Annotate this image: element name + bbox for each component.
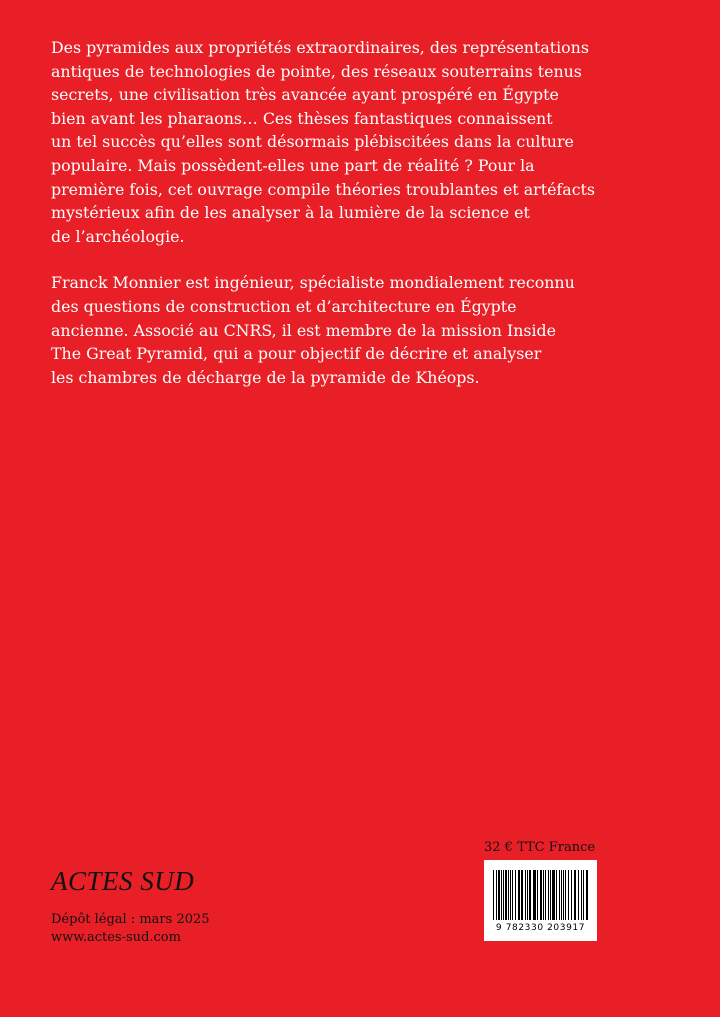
barcode-bar <box>533 870 536 920</box>
barcode-bar <box>540 870 542 920</box>
barcode-bar <box>537 870 538 920</box>
barcode-bar <box>552 870 555 920</box>
barcode-bar <box>505 870 507 920</box>
barcode-bar <box>515 870 516 920</box>
barcode-bar <box>527 870 528 920</box>
barcode-bar <box>550 870 551 920</box>
text-line: secrets, une civilisation très avancée ayant prospéré en Égypte <box>51 85 559 105</box>
isbn-number: 9 782330 203917 <box>495 923 586 933</box>
barcode-bar <box>583 870 584 920</box>
depot-legal: Dépôt légal : mars 2025 <box>51 912 210 927</box>
barcode-bar <box>561 870 562 920</box>
text-line: populaire. Mais possèdent-elles une part de réalité ? Pour la <box>51 155 535 175</box>
barcode-bar <box>521 870 523 920</box>
barcode-bar <box>574 870 576 920</box>
barcode-bar <box>501 870 502 920</box>
barcode-bar <box>510 870 511 920</box>
barcode-bar <box>568 870 569 920</box>
text-line: première fois, cet ouvrage compile théories troublantes et artéfacts <box>51 179 595 199</box>
barcode-bar <box>498 870 500 920</box>
text-line: mystérieux afin de les analyser à la lumière de la science et <box>51 203 530 223</box>
barcode-bar <box>512 870 513 920</box>
blurb-paragraph-author-bio <box>51 271 651 389</box>
barcode-bar <box>571 870 572 920</box>
barcode-bar <box>503 870 504 920</box>
publisher-website: www.actes-sud.com <box>51 930 181 945</box>
text-line: des questions de construction et d’architecture en Égypte <box>51 296 517 316</box>
barcode-bar <box>518 870 520 920</box>
barcode-bar <box>565 870 566 920</box>
barcode-bars <box>484 860 597 926</box>
barcode-bar <box>493 870 494 920</box>
barcode-bar <box>563 870 564 920</box>
barcode-bar <box>525 870 526 920</box>
text-line: Des pyramides aux propriétés extraordinaires, des représentations <box>51 38 589 57</box>
text-line: ancienne. Associé au CNRS, il est membre de la mission Inside <box>51 320 556 340</box>
legal-info <box>51 911 210 947</box>
blurb-paragraph-summary <box>51 36 651 248</box>
text-line: antiques de technologies de pointe, des réseaux souterrains tenus <box>51 61 582 81</box>
barcode-bar <box>556 870 557 920</box>
publisher-logo: ACTES SUD <box>51 866 195 896</box>
barcode-bar <box>548 870 549 920</box>
barcode-bar <box>529 870 531 920</box>
barcode-bar <box>578 870 579 920</box>
back-cover-blurb <box>51 36 651 389</box>
barcode-bar <box>581 870 582 920</box>
barcode-bar <box>545 870 546 920</box>
barcode-bar <box>543 870 544 920</box>
isbn-barcode <box>484 860 597 941</box>
text-line: bien avant les pharaons… Ces thèses fantastiques connaissent <box>51 108 553 128</box>
barcode-bar <box>586 870 588 920</box>
text-line: Franck Monnier est ingénieur, spécialiste mondialement reconnu <box>51 273 575 293</box>
text-line: The Great Pyramid, qui a pour objectif de décrire et analyser <box>51 344 542 364</box>
barcode-bar <box>508 870 509 920</box>
price-label: 32 € TTC France <box>484 840 596 855</box>
text-line: de l’archéologie. <box>51 226 185 246</box>
text-line: les chambres de décharge de la pyramide de Khéops. <box>51 367 480 387</box>
barcode-bar <box>496 870 497 920</box>
text-line: un tel succès qu’elles sont désormais plébiscitées dans la culture <box>51 132 574 152</box>
barcode-bar <box>559 870 560 920</box>
